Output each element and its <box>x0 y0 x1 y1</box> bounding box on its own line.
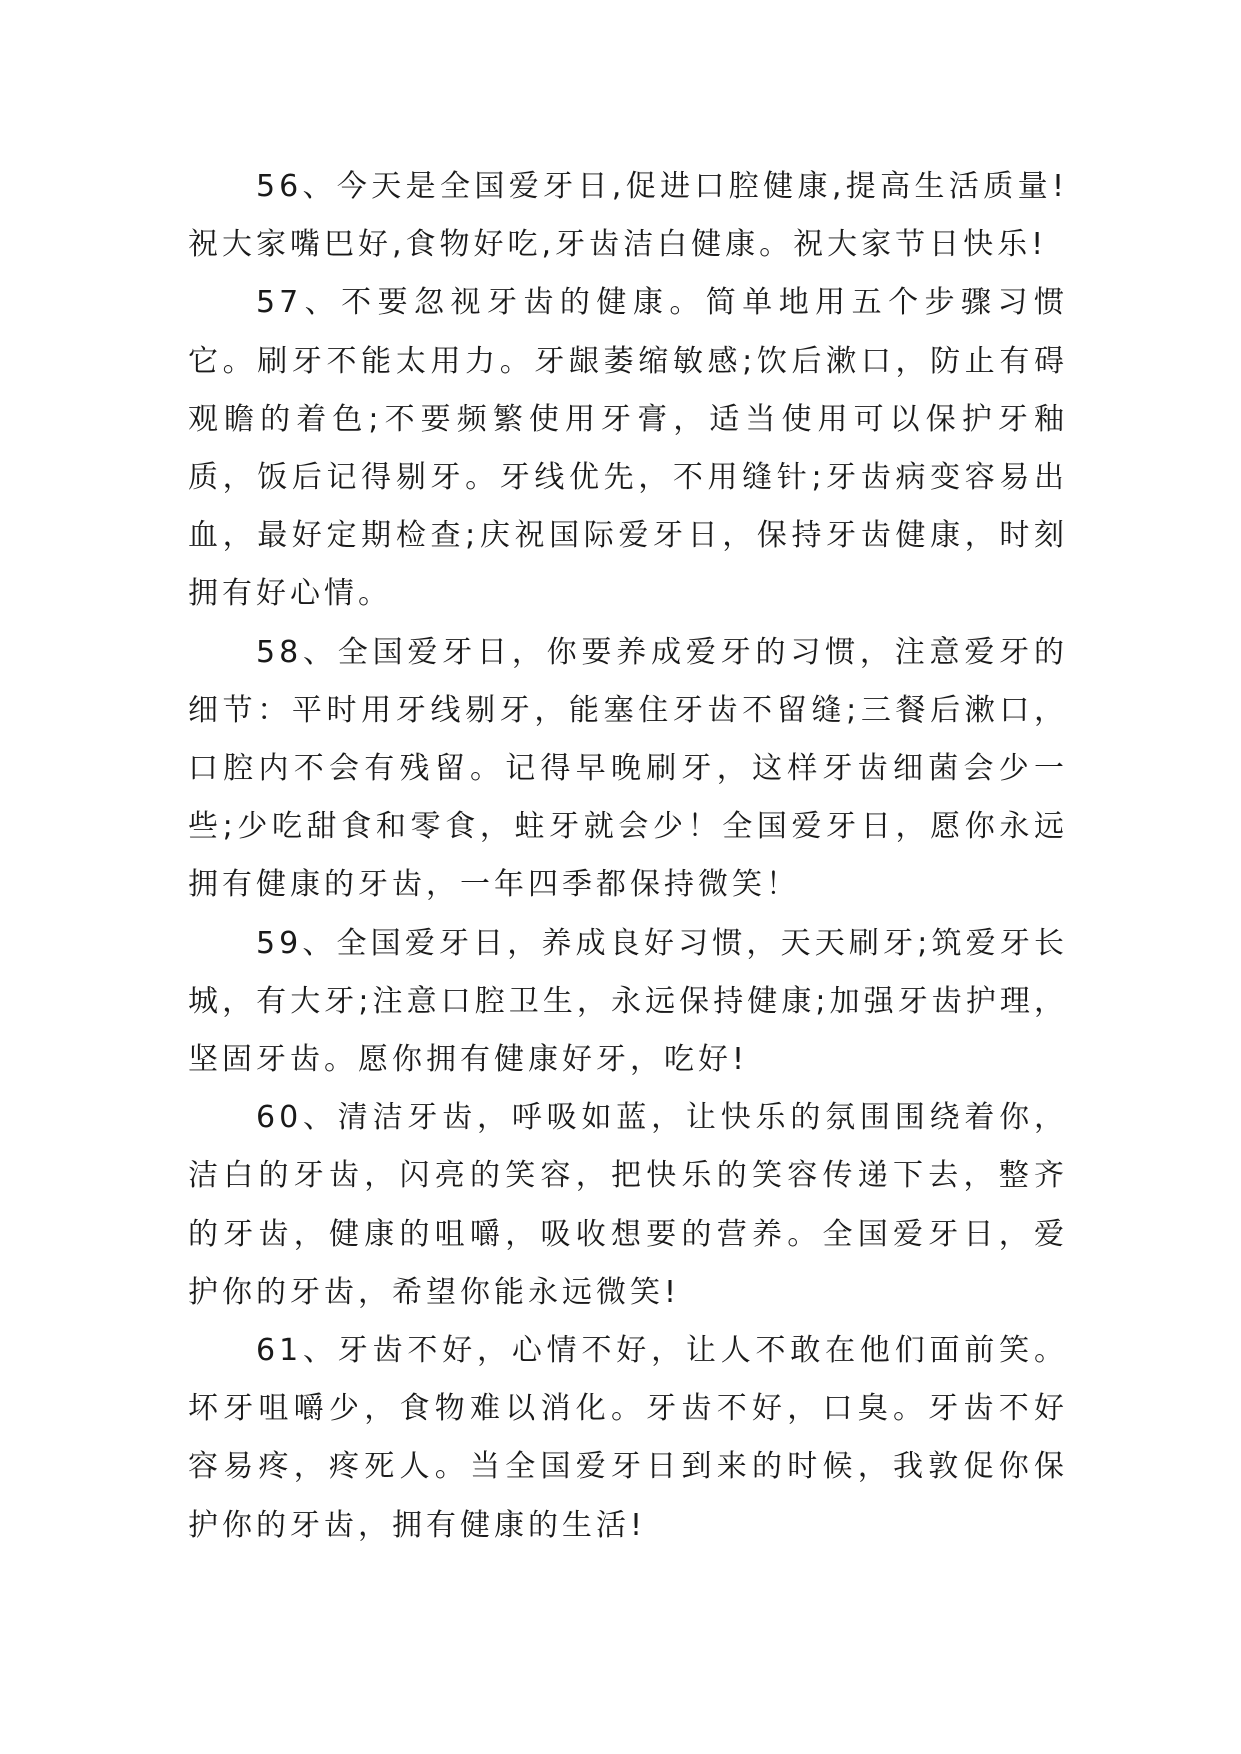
paragraph-58: 58、全国爱牙日，你要养成爱牙的习惯，注意爱牙的细节：平时用牙线剔牙，能塞住牙齿不留缝;三餐后漱口，口腔内不会有残留。记得早晚刷牙，这样牙齿细菌会少一些;少吃甜食和零食，蛀牙就会少！全国爱牙日，愿你永远拥有健康的牙齿，一年四季都保持微笑！ <box>188 634 1068 903</box>
paragraph-56: 56、今天是全国爱牙日,促进口腔健康,提高生活质量!祝大家嘴巴好,食物好吃,牙齿洁白健康。祝大家节日快乐! <box>188 169 1068 263</box>
paragraph-61: 61、牙齿不好，心情不好，让人不敢在他们面前笑。坏牙咀嚼少，食物难以消化。牙齿不好，口臭。牙齿不好容易疼，疼死人。当全国爱牙日到来的时候，我敦促你保护你的牙齿，拥有健康的生活! <box>188 1333 1068 1543</box>
paragraph-59: 59、全国爱牙日，养成良好习惯，天天刷牙;筑爱牙长城，有大牙;注意口腔卫生，永远保持健康;加强牙齿护理，坚固牙齿。愿你拥有健康好牙，吃好! <box>188 925 1068 1078</box>
document-body <box>188 158 1068 1555</box>
paragraph-57: 57、不要忽视牙齿的健康。简单地用五个步骤习惯它。刷牙不能太用力。牙龈萎缩敏感;饮后漱口，防止有碍观瞻的着色;不要频繁使用牙膏，适当使用可以保护牙釉质，饭后记得剔牙。牙线优先，不用缝针;牙齿病变容易出血，最好定期检查;庆祝国际爱牙日，保持牙齿健康，时刻拥有好心情。 <box>188 285 1068 612</box>
paragraph-60: 60、清洁牙齿，呼吸如蓝，让快乐的氛围围绕着你，洁白的牙齿，闪亮的笑容，把快乐的笑容传递下去，整齐的牙齿，健康的咀嚼，吸收想要的营养。全国爱牙日，爱护你的牙齿，希望你能永远微笑! <box>188 1100 1068 1310</box>
